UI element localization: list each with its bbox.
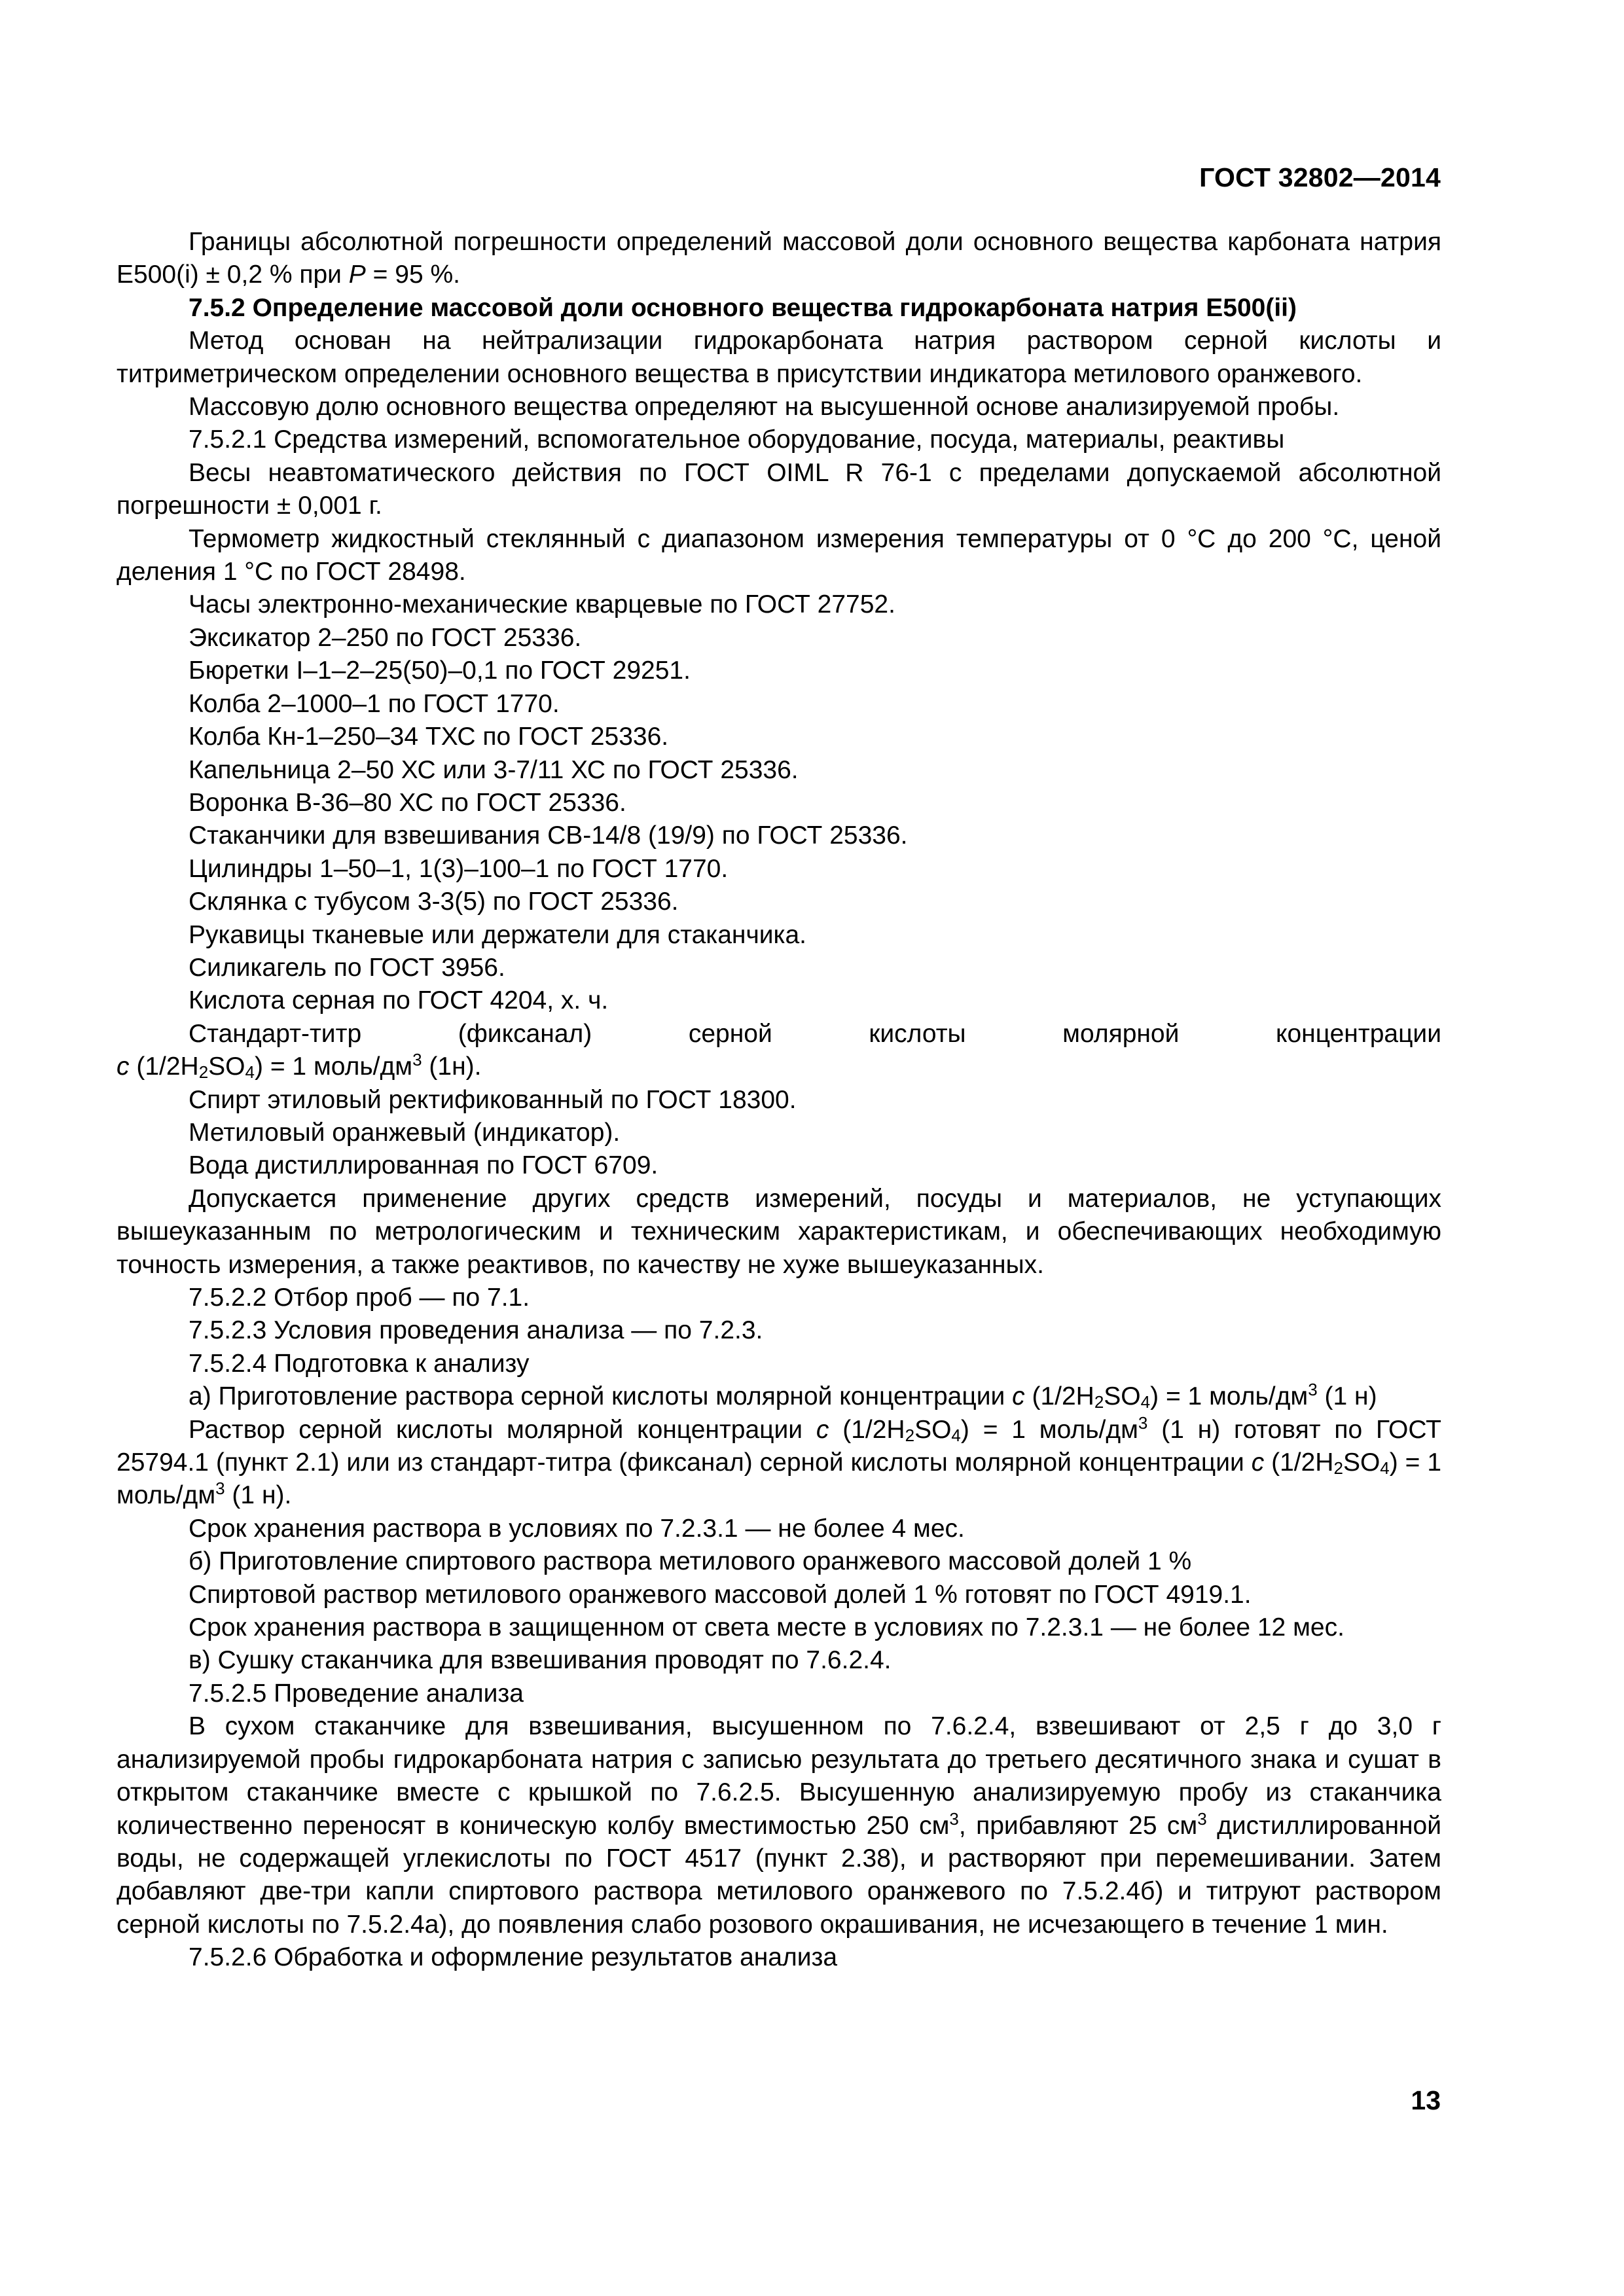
list-item: Спирт этиловый ректификованный по ГОСТ 18300.	[189, 1085, 797, 1114]
subsection-heading-7-5-2-2: 7.5.2.2 Отбор проб — по 7.1.	[189, 1283, 530, 1312]
list-item: Колба 2–1000–1 по ГОСТ 1770.	[189, 689, 560, 718]
list-item: Воронка В-36–80 ХС по ГОСТ 25336.	[189, 788, 626, 817]
section-heading-7-5-2: 7.5.2 Определение массовой доли основного вещества гидрокарбоната натрия Е500(ii)	[189, 293, 1297, 322]
list-item: Вода дистиллированная по ГОСТ 6709.	[189, 1151, 659, 1180]
paragraph-item-b: б) Приготовление спиртового раствора метилового оранжевого массовой долей 1 %	[189, 1547, 1192, 1576]
list-item: Эксикатор 2–250 по ГОСТ 25336.	[189, 623, 582, 652]
paragraph-methyl-orange: Спиртовой раствор метилового оранжевого массовой долей 1 % готовят по ГОСТ 4919.1.	[189, 1580, 1252, 1609]
paragraph-item-v: в) Сушку стаканчика для взвешивания проводят по 7.6.2.4.	[189, 1646, 892, 1675]
list-item: Бюретки I–1–2–25(50)–0,1 по ГОСТ 29251.	[189, 656, 691, 685]
subsection-heading-7-5-2-3: 7.5.2.3 Условия проведения анализа — по 7.2.3.	[189, 1316, 763, 1345]
subsection-heading-7-5-2-5: 7.5.2.5 Проведение анализа	[189, 1679, 524, 1708]
paragraph-item-a: а) Приготовление раствора серной кислоты молярной концентрации c $(1/2H_2SO_4) = 1$ моль/$дм^3$ (1 н)	[189, 1380, 1377, 1412]
subsection-heading-7-5-2-4: 7.5.2.4 Подготовка к анализу	[189, 1349, 530, 1378]
list-item: Колба Кн-1–250–34 ТХС по ГОСТ 25336.	[189, 723, 669, 751]
list-item: Метиловый оранжевый (индикатор).	[189, 1118, 621, 1147]
page-number: 13	[1411, 2085, 1441, 2115]
paragraph-method: Метод основан на нейтрализации гидрокарбоната натрия раствором серной кислоты и титриметрическом определении основного вещества в присутствии индикатора метилового оранжевого.	[117, 327, 1441, 388]
list-item: Капельница 2–50 ХС или 3-7/11 ХС по ГОСТ 25336.	[189, 755, 799, 784]
list-item: Термометр жидкостный стеклянный с диапазоном измерения температуры от 0 °С до 200 °С, ценой деления 1 °С по ГОСТ 28498.	[117, 524, 1441, 586]
list-item: Цилиндры 1–50–1, 1(3)–100–1 по ГОСТ 1770.	[189, 854, 729, 883]
subsection-heading-7-5-2-6: 7.5.2.6 Обработка и оформление результатов анализа	[189, 1943, 838, 1972]
paragraph-error-limits: Границы абсолютной погрешности определений массовой доли основного вещества карбоната натрия Е500(i) ± 0,2 % при P = 95 %.	[117, 228, 1441, 289]
list-item: Кислота серная по ГОСТ 4204, х. ч.	[189, 986, 609, 1015]
list-item: Рукавицы тканевые или держатели для стаканчика.	[189, 920, 806, 949]
paragraph-storage: Срок хранения раствора в условиях по 7.2.3.1 — не более 4 мес.	[189, 1514, 965, 1543]
subsection-heading-7-5-2-1: 7.5.2.1 Средства измерений, вспомогательное оборудование, посуда, материалы, реактивы	[189, 425, 1285, 454]
paragraph-mass-fraction: Массовую долю основного вещества определяют на высушенной основе анализируемой пробы.	[189, 393, 1340, 422]
list-item: Часы электронно-механические кварцевые по ГОСТ 27752.	[189, 590, 895, 619]
list-item: Стаканчики для взвешивания СВ-14/8 (19/9) по ГОСТ 25336.	[189, 821, 908, 850]
paragraph-solution-prep: Раствор серной кислоты молярной концентрации c $(1/2H_2SO_4) = 1$ моль/$дм^3$ (1 н) готовят по ГОСТ 25794.1 (пункт 2.1) или из стандарт-титра (фиксанал) серной кислоты молярной концентрации c $(1/2H_2SO_4) = 1$ моль/$дм^3$ (1 н).	[117, 1412, 1442, 1510]
document-body	[117, 226, 1441, 1975]
paragraph-alternatives: Допускается применение других средств измерений, посуды и материалов, не уступающих вышеуказанным по метрологическим и техническим характеристикам, и обеспечивающих необходимую точность измерения, а также реактивов, по качеству не хуже вышеуказанных.	[117, 1184, 1441, 1279]
list-item: Весы неавтоматического действия по ГОСТ OIML R 76-1 с пределами допускаемой абсолютной погрешности ± 0,001 г.	[117, 458, 1441, 520]
standard-header: ГОСТ 32802—2014	[1199, 162, 1441, 192]
list-item: Силикагель по ГОСТ 3956.	[189, 953, 505, 982]
list-item-standard-titer: Стандарт-титр (фиксанал) серной кислоты молярной концентрации	[189, 1019, 1441, 1048]
paragraph-storage-12: Срок хранения раствора в защищенном от света месте в условиях по 7.2.3.1 — не более 12 мес.	[189, 1613, 1344, 1642]
list-item: Склянка с тубусом 3-3(5) по ГОСТ 25336.	[189, 888, 679, 916]
paragraph-procedure: В сухом стаканчике для взвешивания, высушенном по 7.6.2.4, взвешивают от 2,5 г до 3,0 г анализируемой пробы гидрокарбоната натрия с записью результата до третьего десятичного знака и сушат в открытом стаканчике вместе с крышкой по 7.6.2.5. Высушенную анализируемую пробу из стаканчика количественно переносят в коническую колбу вместимостью 250 $см^3$, прибавляют 25 $см^3$ дистиллированной воды, не содержащей углекислоты по ГОСТ 4517 (пункт 2.38), и растворяют при перемешивании. Затем добавляют две-три капли спиртового раствора метилового оранжевого по 7.5.2.4б) и титруют раствором серной кислоты по 7.5.2.4а), до появления слабо розового окрашивания, не исчезающего в течение 1 мин.	[117, 1712, 1441, 1939]
formula-line: c $(1/2H_2SO_4) = 1$ моль/$дм^3$ (1н).	[117, 1050, 482, 1083]
